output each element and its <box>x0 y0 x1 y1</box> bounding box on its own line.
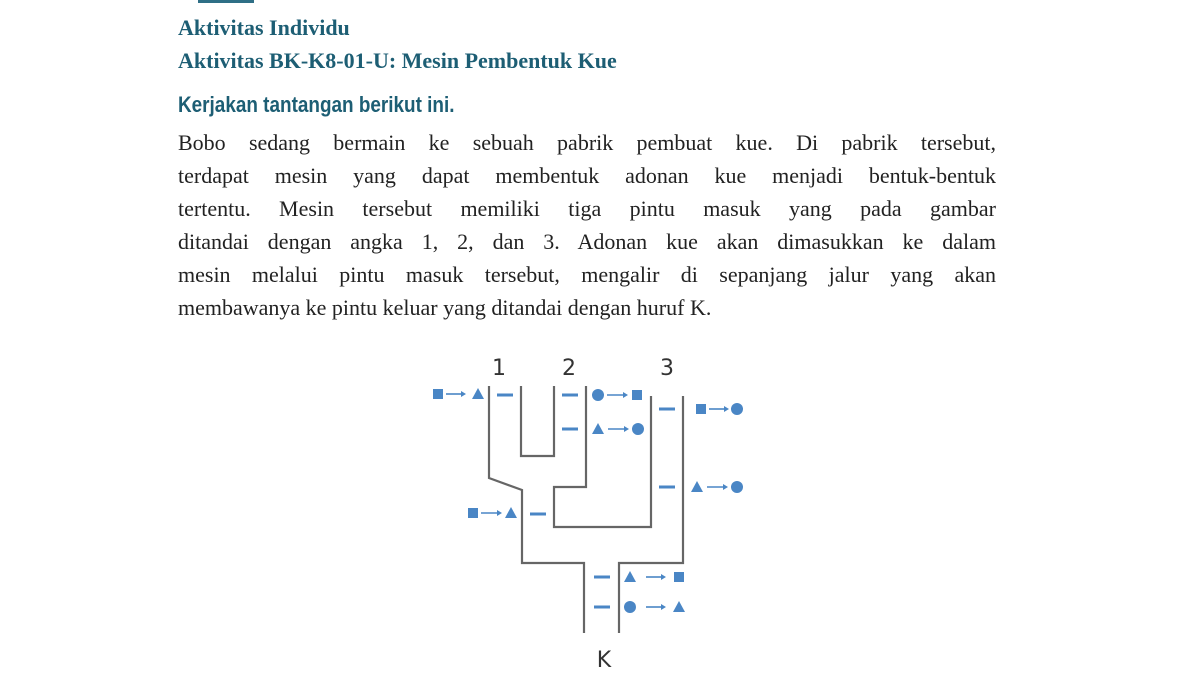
rule-square-to-triangle <box>433 388 484 399</box>
paragraph-line: tertentu. Mesin tersebut memiliki tiga pintu masuk yang pada gambar <box>178 196 996 221</box>
rule-circle-to-square <box>592 389 642 401</box>
exit-k-label: K <box>596 648 612 670</box>
rule-triangle-to-circle <box>691 481 743 493</box>
paragraph-line: mesin melalui pintu masuk tersebut, mengalir di sepanjang jalur yang akan <box>178 262 996 287</box>
paragraph-line: terdapat mesin yang dapat membentuk adonan kue menjadi bentuk-bentuk <box>178 163 996 188</box>
entrance-3-label: 3 <box>660 356 674 381</box>
cake-machine-diagram <box>420 340 780 670</box>
activity-title: Aktivitas BK-K8-01-U: Mesin Pembentuk Kue <box>178 48 617 73</box>
rule-circle-to-triangle <box>624 601 685 613</box>
header-accent-bar <box>198 0 254 3</box>
paragraph-line: membawanya ke pintu keluar yang ditandai dengan huruf K. <box>178 295 712 320</box>
rule-square-to-circle <box>696 403 743 415</box>
paragraph-line: Bobo sedang bermain ke sebuah pabrik pembuat kue. Di pabrik tersebut, <box>178 130 996 155</box>
paragraph-line: ditandai dengan angka 1, 2, dan 3. Adonan kue akan dimasukkan ke dalam <box>178 229 996 254</box>
rule-triangle-to-square <box>624 571 684 582</box>
machine-walls <box>489 386 683 633</box>
section-title: Aktivitas Individu <box>178 15 350 40</box>
story-paragraph <box>178 126 996 324</box>
entrance-2-label: 2 <box>562 356 576 381</box>
entrance-1-label: 1 <box>492 356 506 381</box>
rule-square-to-triangle <box>468 507 517 518</box>
rule-triangle-to-circle <box>592 423 644 435</box>
instruction-heading: Kerjakan tantangan berikut ini. <box>178 92 455 117</box>
